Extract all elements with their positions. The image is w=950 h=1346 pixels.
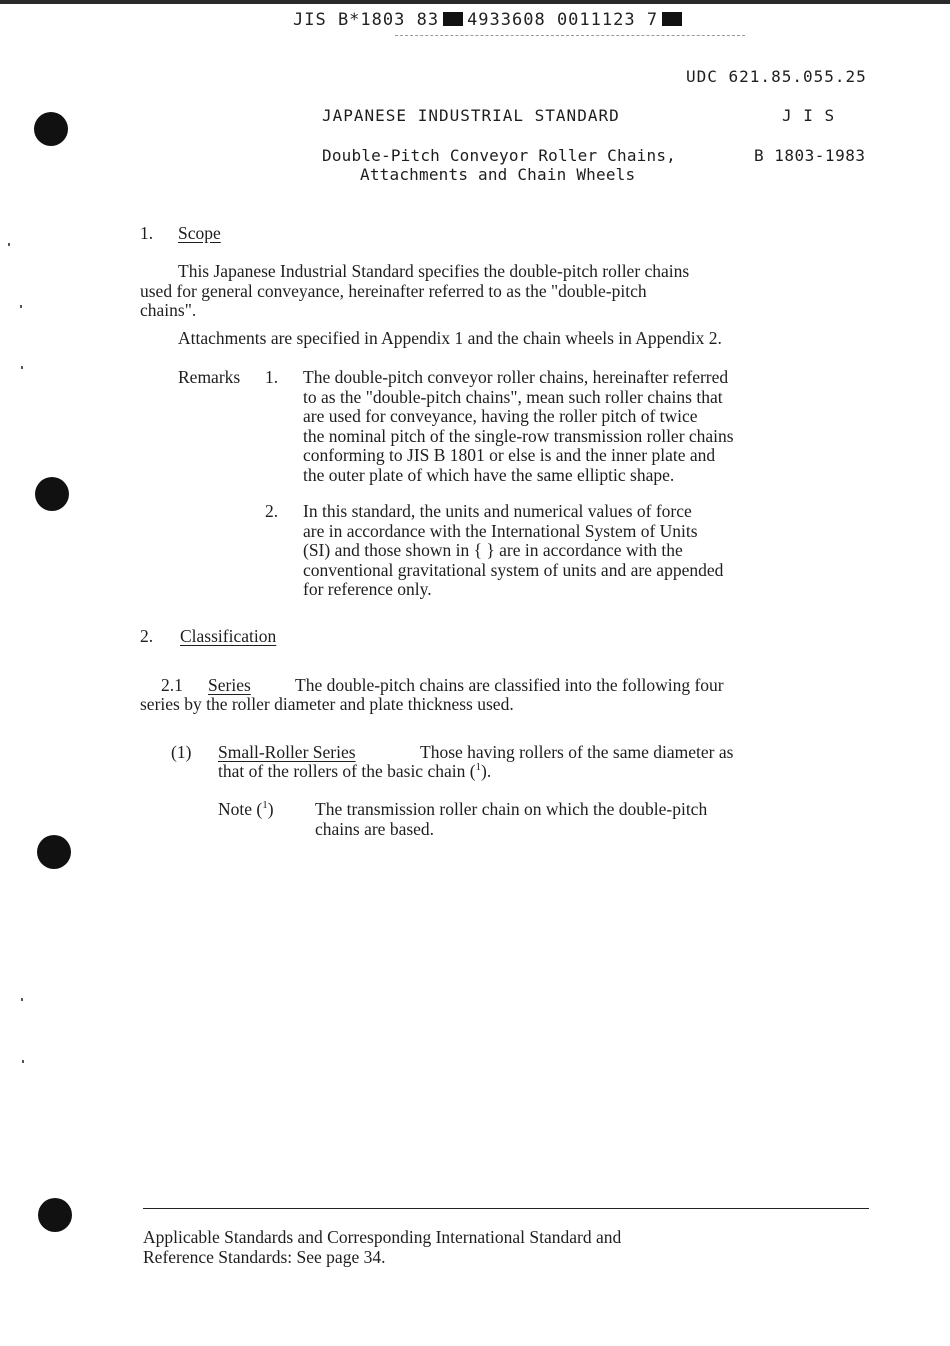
scan-speck [22, 1060, 24, 1063]
remarks-label: Remarks [178, 367, 241, 387]
subsection-heading-series: Series [208, 675, 251, 695]
text-fragment: ). [481, 761, 492, 781]
scan-speck [21, 366, 23, 369]
text-fragment: ) [267, 799, 274, 819]
remark-number: 2. [265, 501, 279, 521]
jis-mark: J I S [782, 106, 836, 125]
text-line: conforming to JIS B 1801 or else is and the inner plate and [303, 445, 716, 465]
item-heading-small-roller-series: Small-Roller Series [218, 742, 356, 762]
text-line: Applicable Standards and Corresponding International Standard and [143, 1227, 622, 1247]
document-title-line1: Double-Pitch Conveyor Roller Chains, [322, 146, 676, 165]
remark-number: 1. [265, 367, 279, 387]
punch-hole-icon [38, 1198, 72, 1232]
appendix-paragraph: Attachments are specified in Appendix 1 and the chain wheels in Appendix 2. [178, 328, 722, 348]
section-heading-scope: Scope [178, 223, 221, 243]
scope-paragraph [140, 262, 689, 321]
punch-hole-icon [34, 112, 68, 146]
section-number: 2. [140, 626, 154, 646]
udc-code: UDC 621.85.055.25 [686, 67, 867, 86]
subsection-number: 2.1 [161, 675, 183, 695]
series-text-line1: The double-pitch chains are classified into the following four [295, 675, 724, 695]
text-line: In this standard, the units and numerical values of force [303, 501, 692, 521]
text-line: Reference Standards: See page 34. [143, 1246, 386, 1267]
text-line: chains are based. [315, 818, 435, 839]
punch-hole-icon [37, 835, 71, 869]
text-line: chains". [140, 300, 197, 320]
text-line: This Japanese Industrial Standard specifies the double-pitch roller chains [178, 261, 690, 281]
section-number: 1. [140, 223, 154, 243]
text-line: The double-pitch conveyor roller chains, hereinafter referred [303, 367, 729, 387]
text-line: to as the "double-pitch chains", mean such roller chains that [303, 386, 723, 407]
standard-number: B 1803-1983 [754, 146, 866, 165]
series-text-line2: series by the roller diameter and plate thickness used. [140, 694, 514, 714]
section-heading-classification: Classification [180, 626, 277, 646]
note-text [315, 800, 707, 839]
remark-1-text [303, 368, 734, 485]
text-line: used for general conveyance, hereinafter referred to as the "double-pitch [140, 280, 647, 301]
black-block-mark [443, 12, 463, 26]
text-line: the nominal pitch of the single-row transmission roller chains [303, 425, 734, 446]
footer-divider [143, 1208, 869, 1209]
document-code-strip [293, 10, 686, 30]
scan-speck [21, 998, 23, 1001]
text-line: for reference only. [303, 579, 432, 599]
black-block-mark [662, 12, 682, 26]
document-title-line2: Attachments and Chain Wheels [360, 165, 636, 184]
footer-note [143, 1228, 621, 1267]
text-fragment: Note ( [218, 799, 263, 819]
item-number: (1) [171, 742, 192, 762]
punch-hole-icon [35, 477, 69, 511]
standard-label: JAPANESE INDUSTRIAL STANDARD [322, 106, 620, 125]
text-fragment: that of the rollers of the basic chain ( [218, 761, 476, 781]
note-label [218, 800, 274, 820]
scan-top-edge [0, 0, 950, 4]
footnote-ref: 1 [262, 799, 268, 812]
text-line: (SI) and those shown in { } are in accordance with the [303, 540, 683, 560]
text-line: are used for conveyance, having the roller pitch of twice [303, 406, 698, 426]
text-line: are in accordance with the International System of Units [303, 520, 698, 541]
text-line: the outer plate of which have the same elliptic shape. [303, 464, 675, 485]
scan-speck [8, 243, 10, 246]
code-right: 4933608 0011123 7 [467, 10, 659, 30]
item-text-line1: Those having rollers of the same diameter as [420, 742, 734, 762]
footnote-ref: 1 [475, 761, 482, 774]
text-line: The transmission roller chain on which the double-pitch [315, 799, 708, 819]
remark-2-text [303, 502, 723, 600]
item-text-line2 [218, 762, 491, 782]
text-line: conventional gravitational system of units and are appended [303, 559, 724, 580]
code-underline [395, 35, 745, 36]
code-left: JIS B*1803 83 [293, 10, 440, 30]
scan-speck [20, 305, 22, 308]
